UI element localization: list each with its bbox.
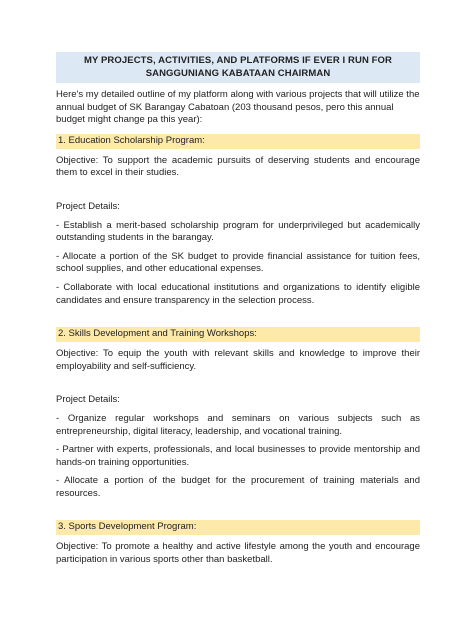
project-details-label: Project Details: bbox=[56, 394, 120, 406]
project-detail-item: - Establish a merit-based scholarship program for underprivileged but academically outstanding students in the barangay. bbox=[56, 219, 420, 244]
project-detail-item: - Organize regular workshops and seminars on various subjects such as entrepreneurship, digital literacy, leadership, and vocational training. bbox=[56, 412, 420, 437]
section-education bbox=[56, 134, 420, 307]
project-detail-item: - Partner with experts, professionals, and local businesses to provide mentorship and hands-on training opportunities. bbox=[56, 444, 420, 468]
section-heading: 1. Education Scholarship Program: bbox=[56, 134, 420, 149]
section-heading: 3. Sports Development Program: bbox=[56, 520, 420, 535]
project-detail-item: - Collaborate with local educational institutions and organizations to identify eligible candidates and ensure transparency in the selection process. bbox=[56, 281, 420, 306]
section-objective: Objective: To support the academic pursuits of deserving students and encourage them to excel in their studies. bbox=[56, 154, 420, 179]
project-detail-item: - Allocate a portion of the budget for the procurement of training materials and resources. bbox=[56, 475, 420, 499]
section-sports bbox=[56, 520, 420, 566]
document-title: MY PROJECTS, ACTIVITIES, AND PLATFORMS IF EVER I RUN FOR SANGGUNIANG KABATAAN CHAIRMAN bbox=[56, 52, 420, 83]
section-skills bbox=[56, 327, 420, 500]
section-objective: Objective: To equip the youth with relevant skills and knowledge to improve their employability and self-sufficiency. bbox=[56, 348, 420, 372]
section-heading: 2. Skills Development and Training Workshops: bbox=[56, 327, 420, 342]
intro-paragraph: Here's my detailed outline of my platform along with various projects that will utilize the annual budget of SK Barangay Cabatoan (203 thousand pesos, pero this annual budget might change pa this year): bbox=[56, 89, 420, 126]
section-objective: Objective: To promote a healthy and active lifestyle among the youth and encourage participation in various sports other than basketball. bbox=[56, 541, 420, 566]
project-detail-item: - Allocate a portion of the SK budget to provide financial assistance for tuition fees, school supplies, and other educational expenses. bbox=[56, 250, 420, 275]
project-details-label: Project Details: bbox=[56, 200, 120, 212]
